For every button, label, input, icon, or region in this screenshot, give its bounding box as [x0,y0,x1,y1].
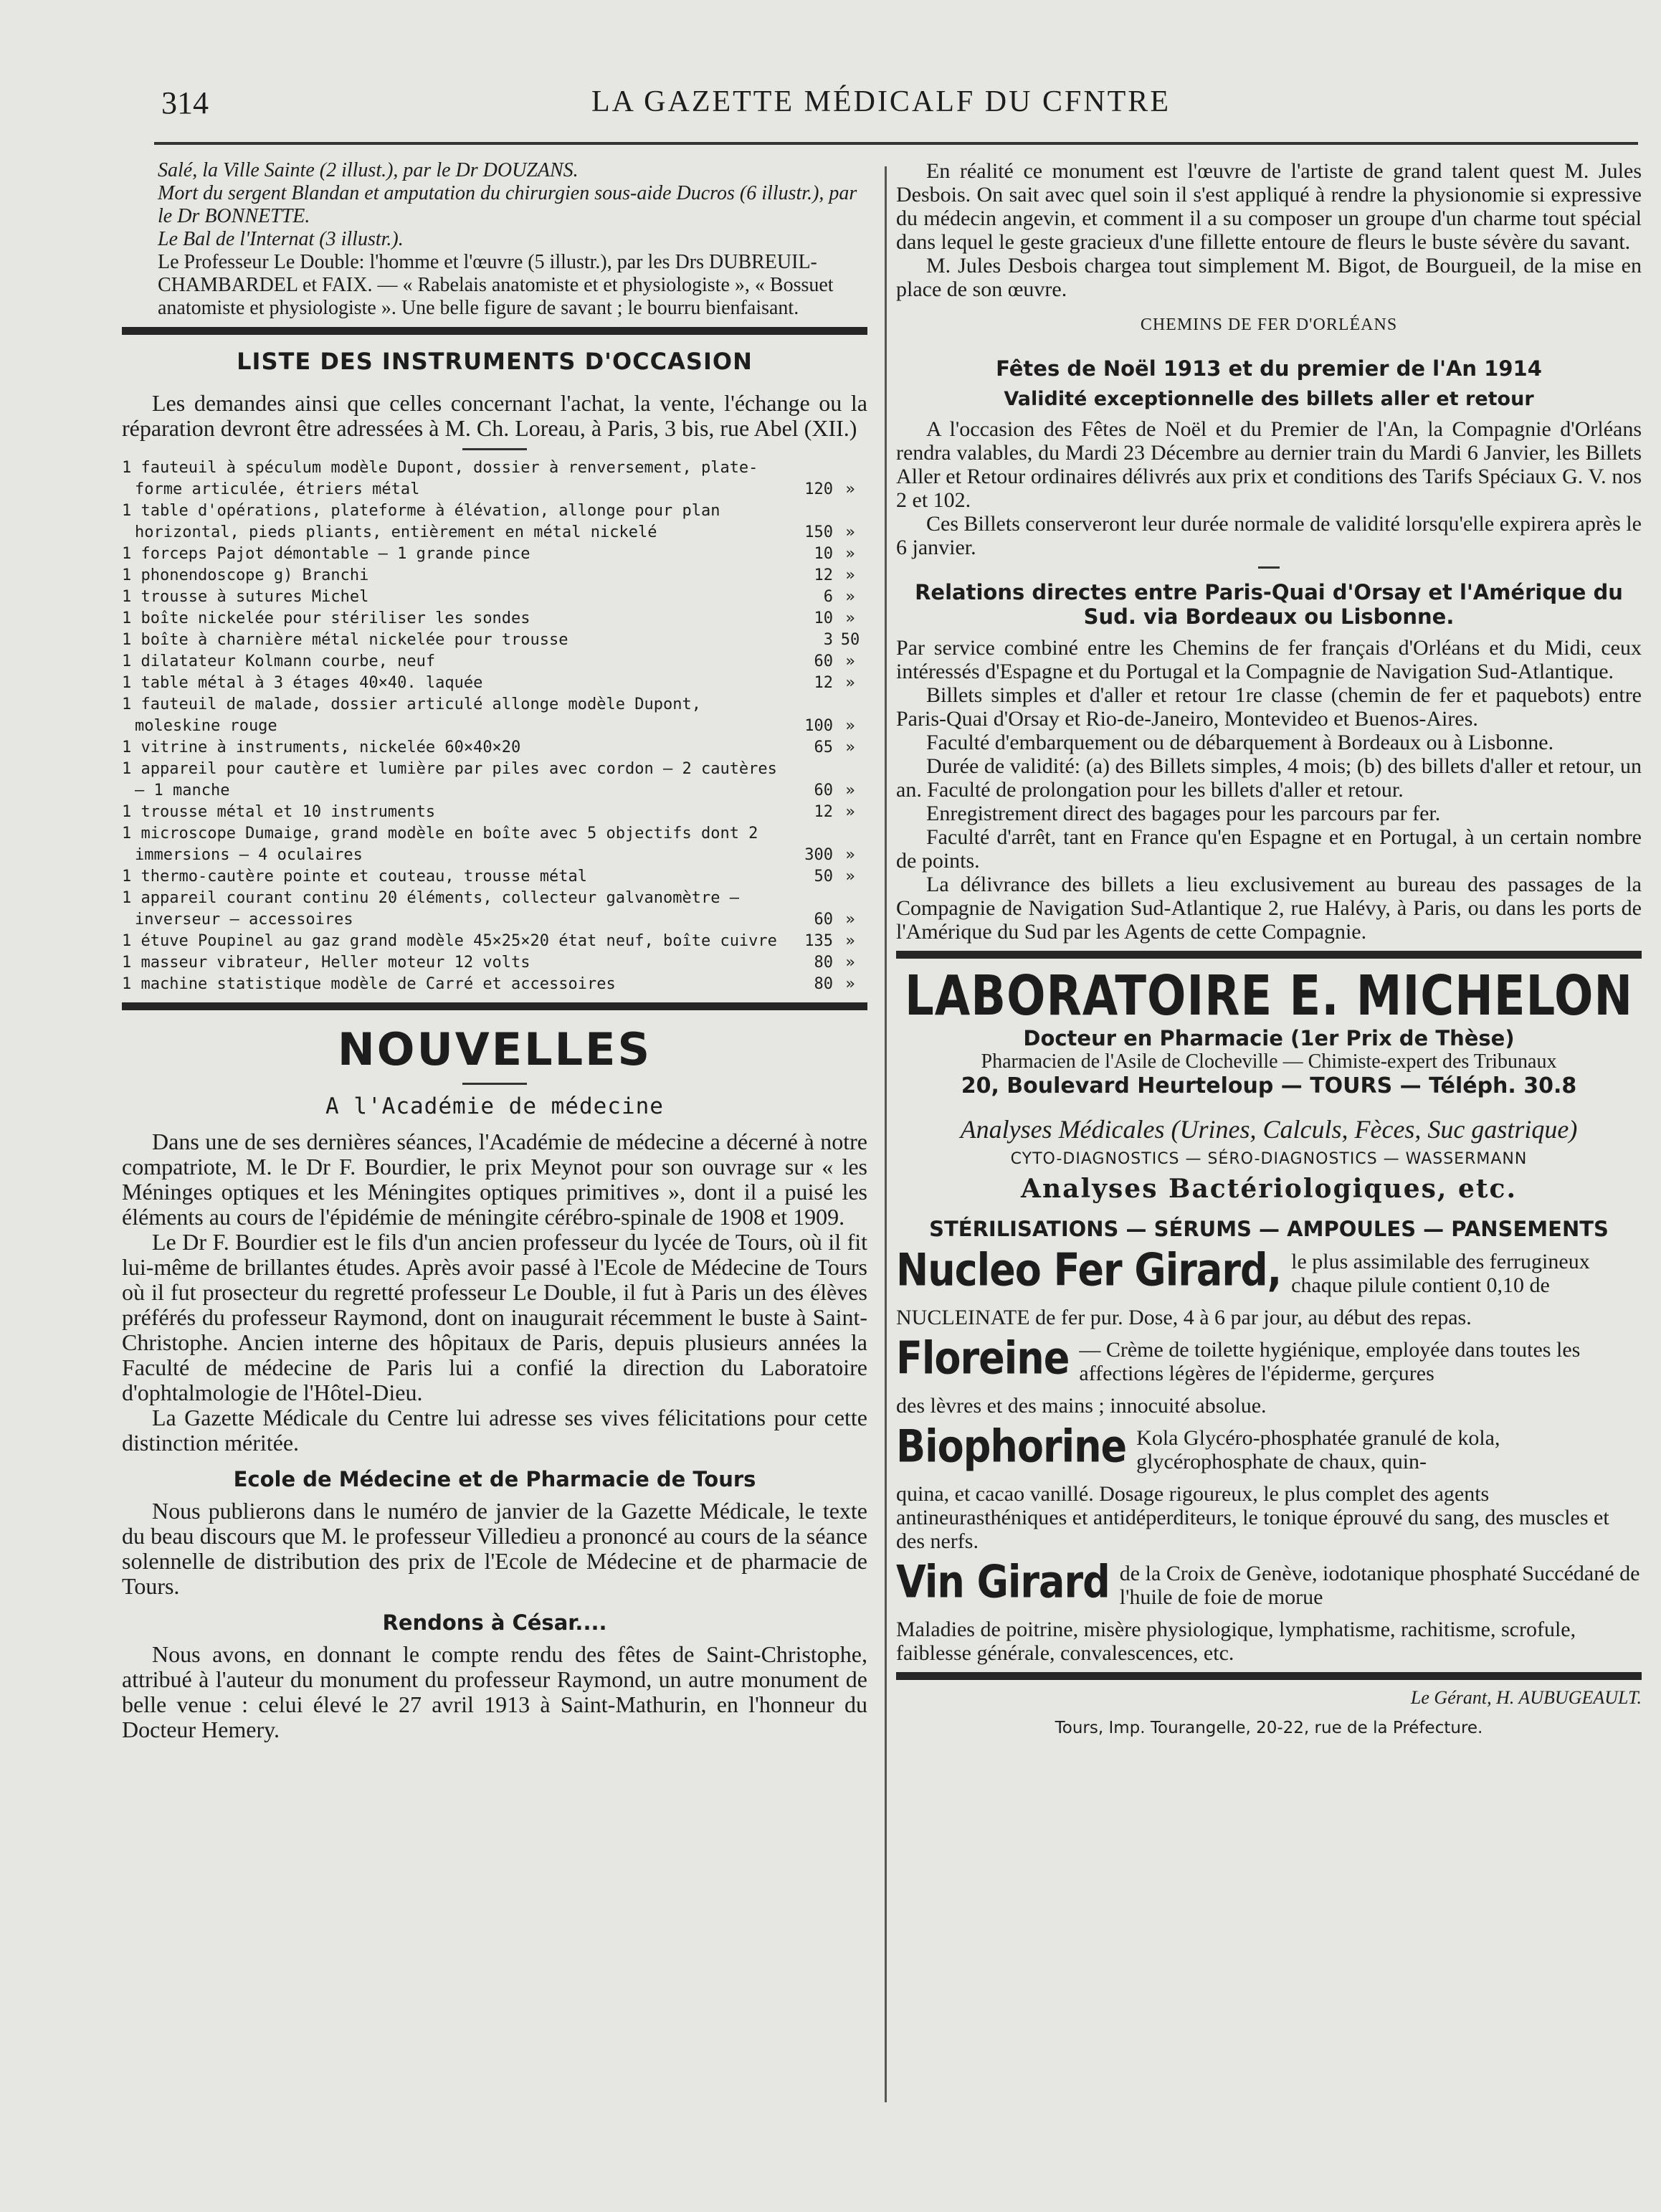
instrument-unit: » [845,480,855,498]
instrument-price: 50 [814,868,833,886]
floreine-text: — Crème de toilette hygiénique, employée dans toutes les affections légères de l'épiderme, gerçures [1079,1338,1581,1385]
floreine-text-full: des lèvres et des mains ; innocuité absolue. [896,1394,1267,1418]
vin-girard-text: de la Croix de Genève, iodotanique phosphaté Succédané de l'huile de foie de morue [1119,1562,1640,1609]
vin-girard-text-full: Maladies de poitrine, misère physiologique, lymphatisme, rachitisme, scrofule, faiblesse générale, convalescences, etc. [896,1618,1576,1665]
instrument-desc: 1 forceps Pajot démontable — 1 grande pince [122,545,530,563]
section-rule [896,1672,1642,1680]
intro-line: Le Professeur Le Double: l'homme et l'œuvre (5 illustr.), par les Drs DUBREUIL-CHAMBARDEL et FAIX. — « Rabelais anatomiste et et physiologiste », « Bossuet anatomiste et physiologiste ». Une belle figure de savant ; le bourru bienfaisant. [158,251,834,319]
instrument-price: 100 [804,717,833,735]
instrument-row [122,587,867,608]
instrument-unit: » [845,868,855,886]
instrument-unit: » [845,803,855,821]
instrument-price: 80 [814,954,833,972]
instrument-row [122,737,867,759]
academie-paragraph: Le Dr F. Bourdier est le fils d'un ancien professeur du lycée de Tours, où il fit lui-même de brillantes études. Après avoir passé à l'Ecole de Médecine de Tours où il fut prosecteur du regretté professeur Le Double, il fut à Paris un des élèves préférés du professeur Raymond, dont on inaugurait récemment le buste à Saint-Christophe. Ancien interne des hôpitaux de Paris, depuis plusieurs années la Faculté de médecine de Paris lui a confié la direction du Laboratoire d'ophtalmologie de l'Hôtel-Dieu. [122,1229,867,1405]
page-title: LA GAZETTE MÉDICALF DU CFNTRE [591,85,1171,118]
instrument-unit: » [845,846,855,864]
instrument-desc: 1 table d'opérations, plateforme à élévation, allonge pour plan horizontal, pieds pliants, entièrement en métal nickelé [122,502,720,541]
instrument-price: 3 [823,631,833,649]
intro-line: Le Bal de l'Internat (3 illustr.). [158,228,404,250]
relations-paragraph: Faculté d'embarquement ou de débarquement à Bordeaux ou à Lisbonne. [926,731,1554,754]
instrument-unit: » [845,588,855,606]
instrument-row [122,457,867,500]
instrument-desc: 1 boîte nickelée pour stériliser les sondes [122,609,530,627]
biophorine-brand: Biophorine [896,1420,1127,1473]
validite-title: Validité exceptionnelle des billets aller et retour [1004,388,1534,410]
instrument-price: 10 [814,545,833,563]
laboratoire-subtitle: Docteur en Pharmacie (1er Prix de Thèse) [1023,1026,1515,1050]
academie-title: A l'Académie de médecine [325,1093,664,1119]
instrument-price: 60 [814,911,833,929]
floreine-brand: Floreine [896,1332,1070,1385]
instrument-row [122,630,867,651]
instrument-row [122,823,867,866]
instrument-row [122,802,867,823]
floreine-ad [896,1332,1642,1385]
left-column [122,159,867,1742]
intro-block [122,159,867,320]
instrument-row [122,888,867,931]
instrument-desc: 1 appareil pour cautère et lumière par piles avec cordon — 2 cautères — 1 manche [122,760,777,799]
imprint-line: Tours, Imp. Tourangelle, 20-22, rue de la Préfecture. [1055,1719,1483,1737]
cesar-paragraph: Nous avons, en donnant le compte rendu des fêtes de Saint-Christophe, attribué à l'auteur du monument du professeur Raymond, un autre monument de belle venue : celui élevé le 27 avril 1913 à Saint-Mathurin, en l'honneur du Docteur Hemery. [122,1641,867,1742]
instrument-desc: 1 appareil courant continu 20 éléments, collecteur galvanomètre — inverseur — accessoires [122,889,739,929]
instrument-desc: 1 fauteuil de malade, dossier articulé allonge modèle Dupont, moleskine rouge [122,696,701,735]
instrument-desc: 1 boîte à charnière métal nickelée pour trousse [122,631,568,649]
relations-paragraph: Durée de validité: (a) des Billets simples, 4 mois; (b) des billets d'aller et retour, un an. Faculté de prolongation pour les billets d'aller et retour. [896,754,1642,802]
instrument-unit: 50 [840,631,860,649]
short-rule [462,448,527,450]
header-rule [154,142,1638,145]
nucleo-text: le plus assimilable des ferrugineux chaque pilule contient 0,10 de [1291,1250,1590,1297]
nucleo-text-full: NUCLEINATE de fer pur. Dose, 4 à 6 par jour, au début des repas. [896,1306,1472,1329]
instrument-desc: 1 table métal à 3 étages 40×40. laquée [122,674,483,692]
instrument-desc: 1 étuve Poupinel au gaz grand modèle 45×25×20 état neuf, boîte cuivre [122,932,777,950]
intro-line: Mort du sergent Blandan et amputation du chirurgien sous-aide Ducros (6 illustr.), par le Dr BONNETTE. [158,182,857,227]
instrument-row [122,500,867,543]
relations-paragraph: Enregistrement direct des bagages pour les parcours par fer. [926,802,1441,825]
instrument-row [122,931,867,952]
instrument-desc: 1 machine statistique modèle de Carré et accessoires [122,975,616,993]
relations-paragraph: La délivrance des billets a lieu exclusivement au bureau des passages de la Compagnie de Navigation Sud-Atlantique 2, rue Halévy, à Paris, ou dans les ports de l'Amérique du Sud par les Agents de cette Compagnie. [896,873,1642,944]
instrument-price: 12 [814,674,833,692]
instrument-row [122,759,867,802]
bacteriologiques-line: Analyses Bactériologiques, etc. [1021,1174,1517,1204]
page-header [154,79,1638,122]
instrument-desc: 1 trousse à sutures Michel [122,588,369,606]
diagnostics-line: CYTO-DIAGNOSTICS — SÉRO-DIAGNOSTICS — WASSERMANN [1010,1150,1528,1168]
chemins-heading: CHEMINS DE FER D'ORLÉANS [1140,315,1398,334]
section-rule [122,1002,867,1010]
instrument-desc: 1 microscope Dumaige, grand modèle en boîte avec 5 objectifs dont 2 immersions — 4 oculaires [122,825,758,864]
page-number: 314 [161,85,209,120]
instrument-price: 60 [814,652,833,670]
instrument-price: 60 [814,782,833,799]
instrument-price: 120 [804,480,833,498]
instrument-unit: » [845,609,855,627]
instruments-title: LISTE DES INSTRUMENTS D'OCCASION [237,348,753,375]
instrument-unit: » [845,782,855,799]
instrument-row [122,608,867,630]
nucleo-brand: Nucleo Fer Girard, [896,1244,1282,1296]
relations-paragraph: Faculté d'arrêt, tant en France qu'en Espagne et en Portugal, à un certain nombre de points. [896,825,1642,873]
instrument-price: 65 [814,739,833,756]
instrument-unit: » [845,932,855,950]
biophorine-text: Kola Glycéro-phosphatée granulé de kola, glycérophosphate de chaux, quin- [1136,1426,1500,1473]
ecole-paragraph: Nous publierons dans le numéro de janvier de la Gazette Médicale, le texte du beau discours que M. le professeur Villedieu a prononcé au cours de la séance solennelle de distribution des prix de l'Ecole de Médecine et de pharmacie de Tours. [122,1498,867,1599]
instrument-desc: 1 masseur vibrateur, Heller moteur 12 volts [122,954,530,972]
analyses-line: Analyses Médicales (Urines, Calculs, Fèces, Suc gastrique) [960,1115,1578,1144]
instrument-row [122,866,867,888]
nouvelles-heading: NOUVELLES [337,1023,652,1076]
fetes-paragraph: Ces Billets conserveront leur durée normale de validité lorsqu'elle expirera après le 6 janvier. [896,512,1642,559]
desbois-paragraph: En réalité ce monument est l'œuvre de l'artiste de grand talent quest M. Jules Desbois. On sait avec quel soin il s'est appliqué à rendre la physionomie si expressive du médecin angevin, et comment il a su composer un groupe d'un charme tout spécial dans lequel le geste gracieux d'une fillette entoure de fleurs le buste sévère du savant. [896,159,1642,254]
intro-line: Salé, la Ville Sainte (2 illust.), par le Dr DOUZANS. [158,159,579,181]
instrument-row [122,694,867,737]
instruments-list [122,457,867,995]
gerant-line: Le Gérant, H. AUBUGEAULT. [1410,1687,1642,1708]
relations-title: Relations directes entre Paris-Quai d'Orsay et l'Amérique du Sud. via Bordeaux ou Lisbonne. [915,580,1623,629]
instrument-unit: » [845,739,855,756]
fetes-paragraph: A l'occasion des Fêtes de Noël et du Premier de l'An, la Compagnie d'Orléans rendra valables, du Mardi 23 Décembre au dernier train du Mardi 6 Janvier, les Billets Aller et Retour ordinaires délivrés aux prix et conditions des Tarifs Spéciaux G. V. nos 2 et 102. [896,417,1642,512]
instrument-price: 10 [814,609,833,627]
instrument-unit: » [845,545,855,563]
instrument-price: 80 [814,975,833,993]
instrument-price: 135 [804,932,833,950]
relations-paragraph: Billets simples et d'aller et retour 1re classe (chemin de fer et paquebots) entre Paris-Quai d'Orsay et Rio-de-Janeiro, Montevideo et Buenos-Aires. [896,683,1642,731]
instrument-row [122,543,867,565]
laboratoire-address: 20, Boulevard Heurteloup — TOURS — Téléph. 30.8 [961,1073,1577,1098]
instrument-row [122,952,867,974]
academie-paragraph: La Gazette Médicale du Centre lui adresse ses vives félicitations pour cette distinction méritée. [122,1405,867,1456]
instrument-unit: » [845,975,855,993]
section-rule [896,951,1642,959]
instruments-intro: Les demandes ainsi que celles concernant l'achat, la vente, l'échange ou la réparation devront être adressées à M. Ch. Loreau, à Paris, 3 bis, rue Abel (XII.) [122,390,867,441]
cesar-title: Rendons à César.... [382,1610,607,1635]
instrument-row [122,565,867,587]
instrument-price: 6 [823,588,833,606]
instrument-desc: 1 phonendoscope g) Branchi [122,566,369,584]
relations-paragraph: Par service combiné entre les Chemins de fer français d'Orléans et du Midi, ceux intéressés d'Espagne et du Portugal et la Compagnie de Navigation Sud-Atlantique. [896,636,1642,683]
biophorine-text-full: quina, et cacao vanillé. Dosage rigoureux, le plus complet des agents antineurasthéniques et antidéperditeurs, le tonique éprouvé du sang, des muscles et des nerfs. [896,1482,1609,1553]
vin-girard-ad [896,1556,1642,1609]
academie-paragraph: Dans une de ses dernières séances, l'Académie de médecine a décerné à notre compatriote, M. le Dr F. Bourdier, le prix Meynot pour son ouvrage sur « les Méninges optiques et les Méningites optiques primitives », dont il a puisé les éléments au cours de l'épidémie de méningite cérébro-spinale de 1908 et 1909. [122,1129,867,1230]
fetes-title: Fêtes de Noël 1913 et du premier de l'An 1914 [996,356,1542,381]
instrument-desc: 1 fauteuil à spéculum modèle Dupont, dossier à renversement, plate-forme articulée, étriers métal [122,459,758,498]
column-divider [885,166,887,2102]
instrument-desc: 1 thermo-cautère pointe et couteau, trousse métal [122,868,588,886]
sterilisations-line: STÉRILISATIONS — SÉRUMS — AMPOULES — PANSEMENTS [929,1217,1609,1241]
instrument-unit: » [845,652,855,670]
short-rule [1258,566,1280,569]
instrument-desc: 1 dilatateur Kolmann courbe, neuf [122,652,436,670]
instrument-desc: 1 trousse métal et 10 instruments [122,803,436,821]
instrument-unit: » [845,523,855,541]
instrument-price: 12 [814,566,833,584]
instrument-price: 150 [804,523,833,541]
instrument-unit: » [845,674,855,692]
laboratoire-title: LABORATOIRE E. MICHELON [904,964,1634,1029]
instrument-price: 12 [814,803,833,821]
desbois-paragraph: M. Jules Desbois chargea tout simplement M. Bigot, de Bourgueil, de la mise en place de son œuvre. [896,254,1642,301]
instrument-unit: » [845,717,855,735]
nucleo-ad [896,1244,1642,1297]
right-column [896,159,1642,1737]
instrument-unit: » [845,911,855,929]
instrument-unit: » [845,954,855,972]
instrument-row [122,673,867,694]
laboratoire-line: Pharmacien de l'Asile de Clocheville — Chimiste-expert des Tribunaux [981,1050,1557,1073]
ecole-title: Ecole de Médecine et de Pharmacie de Tours [233,1467,756,1491]
instrument-row [122,974,867,995]
biophorine-ad [896,1420,1642,1473]
instrument-row [122,651,867,673]
instrument-unit: » [845,566,855,584]
short-rule [462,1083,527,1085]
instrument-desc: 1 vitrine à instruments, nickelée 60×40×20 [122,739,521,756]
section-rule [122,327,867,335]
instrument-price: 300 [804,846,833,864]
vin-girard-brand: Vin Girard [896,1556,1110,1608]
